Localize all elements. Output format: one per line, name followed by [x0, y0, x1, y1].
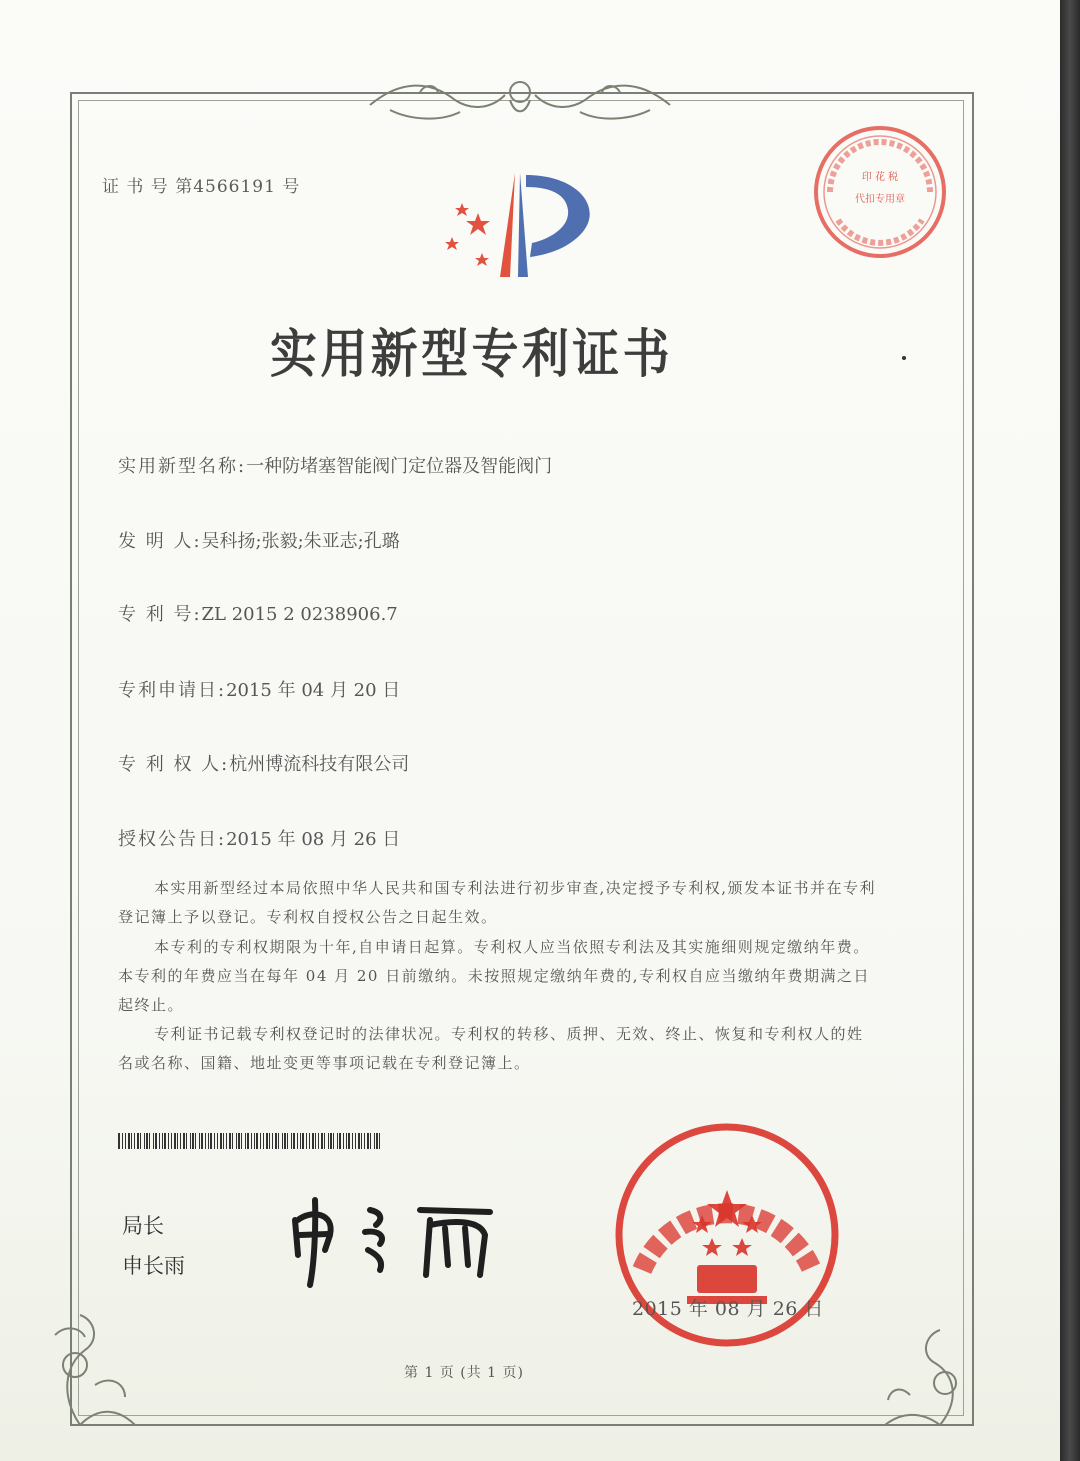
patentee-field — [118, 750, 409, 776]
field-value: 杭州博流科技有限公司 — [229, 754, 410, 775]
field-label: 授权公告日: — [118, 829, 227, 850]
paragraph-text: 专利证书记载专利权登记时的法律状况。专利权的转移、质押、无效、终止、恢复和专利权人的姓名或名称、国籍、地址变更等事项记载在专利登记簿上。 — [118, 1025, 864, 1072]
page-number: 第 1 页 (共 1 页) — [404, 1365, 524, 1381]
field-value: 2015 年 04 月 20 日 — [226, 680, 401, 701]
tax-seal-icon — [808, 120, 953, 265]
field-value: 2015 年 08 月 26 日 — [226, 829, 401, 850]
paragraph-text: 本实用新型经过本局依照中华人民共和国专利法进行初步审查,决定授予专利权,颁发本证书并在专利登记簿上予以登记。专利权自授权公告之日起生效。 — [118, 879, 877, 926]
field-value: 一种防堵塞智能阀门定位器及智能阀门 — [246, 456, 553, 477]
field-value: ZL 2015 2 0238906.7 — [201, 604, 398, 625]
certificate-number: 证 书 号 第4566191 号 — [102, 177, 301, 197]
field-label: 专利申请日: — [118, 680, 227, 701]
bottom-right-ornament-icon — [870, 1305, 980, 1435]
seal-date: 2015 年 08 月 26 日 — [632, 1298, 824, 1320]
field-label: 专 利 权 人: — [118, 754, 230, 775]
body-paragraph — [118, 933, 878, 1020]
paragraph-text: 本专利的专利权期限为十年,自申请日起算。专利权人应当依照专利法及其实施细则规定缴纳年费。本专利的年费应当在每年 04 月 20 日前缴纳。未按照规定缴纳年费的,专利权自应当缴纳年费期满之日起终止。 — [118, 938, 871, 1014]
director-signature — [280, 1180, 520, 1290]
field-value: 吴科扬;张毅;朱亚志;孔璐 — [201, 531, 400, 552]
body-paragraph — [118, 1020, 878, 1078]
ink-dot — [902, 356, 906, 360]
director-title: 局长 — [122, 1214, 164, 1238]
body-paragraph — [118, 874, 878, 932]
director-name: 申长雨 — [122, 1254, 185, 1278]
field-label: 发 明 人: — [118, 531, 202, 552]
top-ornament-icon — [360, 70, 680, 130]
inventor-field — [118, 527, 400, 553]
patent-number-field — [118, 600, 398, 626]
bottom-left-ornament-icon — [40, 1265, 150, 1435]
barcode — [118, 1133, 380, 1149]
scan-edge — [1060, 0, 1080, 1461]
application-date-field — [118, 676, 400, 702]
svg-text:印 花 税: 印 花 税 — [861, 172, 899, 183]
grant-date-field — [118, 825, 400, 851]
svg-text:代扣专用章: 代扣专用章 — [855, 194, 905, 205]
certificate-title: 实用新型专利证书 — [270, 325, 674, 385]
utility-model-name-field — [118, 452, 552, 478]
cnipa-logo-icon — [440, 165, 610, 285]
field-label: 专 利 号: — [118, 604, 202, 625]
field-label: 实用新型名称: — [118, 456, 247, 477]
